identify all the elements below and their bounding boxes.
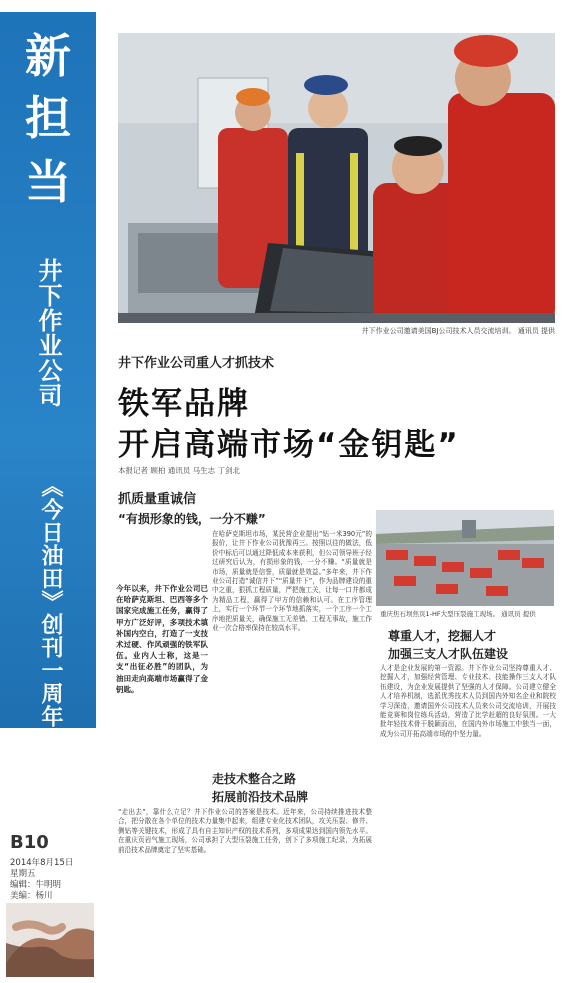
main-photo <box>118 33 555 323</box>
article-kicker: 井下作业公司重人才抓技术 <box>118 356 275 371</box>
handshake-image <box>6 903 94 977</box>
issue-weekday: 星期五 <box>10 869 36 879</box>
column-title-char-1: 新 <box>25 29 71 83</box>
anniversary-note: 《今日油田》创刊一周年 <box>38 475 63 728</box>
headline-line-2: 开启高端市场“金钥匙” <box>118 427 460 463</box>
section-2-body: “走出去”，靠什么立足？井下作业公司的答案是技术。近年来，公司持续推进技术整合，把分散在各个单位的技术力量集中起来，组建专业化技术团队，攻关压裂、修井、侧钻等关键技术，形成了具有自主知识产权的技术系列，多项成果达到国内领先水平。在重庆页岩气施工现场，公司承担了大型压裂施工任务，创下了多项施工纪录，为拓展前沿技术品牌奠定了坚实基础。 <box>118 808 372 854</box>
section-1-subheading: “有损形象的钱，一分不赚” <box>118 512 266 526</box>
section-1-body: 在哈萨克斯坦市场，某民营企业提出“钻一米390元”的报价，让井下作业公司犹豫再三。按照以往的做法，低价中标后可以通过降低成本来获利，但公司领导班子经过研究后认为，有损形象的钱，一分不赚。“质量就是市场，质量就是信誉，质量就是效益。”多年来，井下作业公司打造“诚信井下”“质量井下”，作为品牌建设的重中之重，狠抓工程质量，严把施工关，让每一口井都成为精品工程，赢得了甲方的信赖和认可。在工序管理上，实行一个环节一个环节地抓落实，一个工序一个工序地把质量关，确保施工无差错、工程无事故，施工作业一次合格率保持在较高水平。 <box>212 530 372 633</box>
issue-date: 2014年8月15日 <box>10 858 74 868</box>
lead-paragraph: 今年以来，井下作业公司已在哈萨克斯坦、巴西等多个国家完成施工任务，赢得了甲方广泛好评，多项技术填补国内空白，打造了一支技术过硬、作风顽强的铁军队伍。业内人士称，这是一支“出征必胜”的团队，为油田走向高端市场赢得了金钥匙。 <box>116 584 208 694</box>
page-number: B10 <box>10 832 49 853</box>
column-title-char-3: 当 <box>25 155 71 209</box>
editor-credit: 编辑：牛明明 <box>10 880 62 890</box>
column-title-char-2: 担 <box>25 91 71 145</box>
byline: 本报记者 顾柏 通讯员 马生志 丁剑北 <box>118 466 241 475</box>
headline-line-1: 铁军品牌 <box>118 386 250 422</box>
section-3-body: 人才是企业发展的第一资源。井下作业公司坚持尊重人才、挖掘人才，加强经营管理、专业技术、技能操作三支人才队伍建设，为企业发展提供了坚强的人才保障。公司建立健全人才培养机制，选派优秀技术人员到国内外知名企业和院校学习深造，邀请国外公司技术人员来公司交流培训，开展技能竞赛和岗位练兵活动，营造了比学赶超的良好氛围。一大批年轻技术骨干脱颖而出，在国内外市场施工中独当一面，成为公司开拓高端市场的中坚力量。 <box>380 664 556 738</box>
section-2-subheading: 拓展前沿技术品牌 <box>212 790 309 804</box>
section-2-heading: 走技术整合之路 <box>212 772 297 786</box>
fracturing-site-photo <box>376 510 554 606</box>
department-name: 井下作业公司 <box>34 258 62 408</box>
main-photo-caption: 井下作业公司邀请美国BJ公司技术人员交流培训。 通讯员 提供 <box>361 327 555 335</box>
section-3-heading: 尊重人才，挖掘人才 <box>388 629 497 643</box>
side-photo-caption: 重庆焦石坝焦页1-HF大型压裂施工现场。 通讯员 提供 <box>380 610 536 618</box>
designer-credit: 美编：杨川 <box>10 891 53 901</box>
section-1-heading: 抓质量重诚信 <box>118 492 197 507</box>
sidebar <box>0 0 96 983</box>
section-3-subheading: 加强三支人才队伍建设 <box>388 647 509 661</box>
